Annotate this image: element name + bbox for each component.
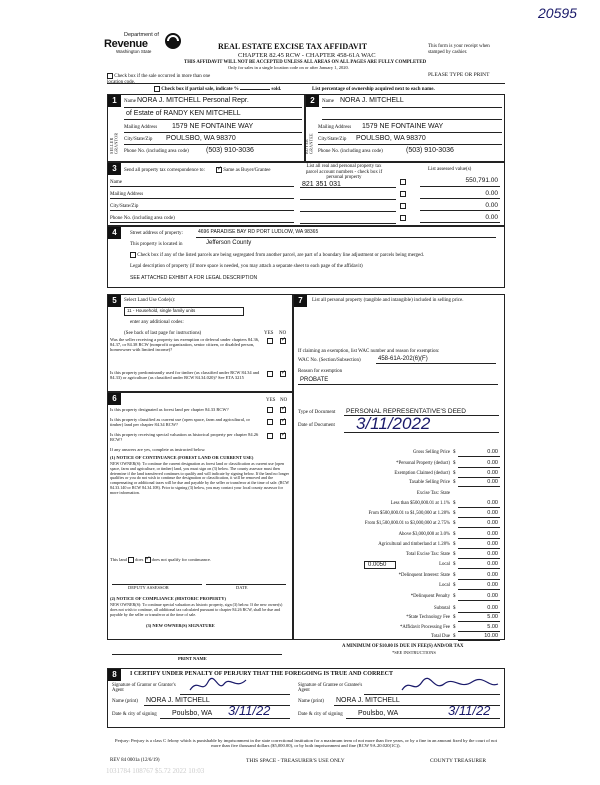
tax-row-value[interactable]: 0.00 [487,605,498,611]
tax-row-label: Total Due [431,634,450,639]
tax-row-value[interactable]: 0.00 [487,510,498,516]
land-does-checkbox[interactable] [128,557,134,563]
new-owner-signature-label: (3) NEW OWNER(S) SIGNATURE [146,623,215,628]
seller-grantor-label: SELLER GRANTOR [109,132,119,154]
segregation-checkbox[interactable] [130,252,136,258]
s2-name-field[interactable]: NORA J. MITCHELL [340,97,404,104]
section-4-number: 4 [108,227,121,239]
assessed-value-2[interactable]: 0.00 [485,190,498,197]
tax-row-dollar: $ [453,606,456,611]
tax-row-value[interactable]: 0.00 [487,541,498,547]
wac-label: WAC No. (Section/Subsection) [298,358,361,363]
s5-question-1: Was the seller receiving a property tax exemption or deferral under chapters 84.36, 84.37, or 84.38 RCW (nonprofit organization, senior citizen, or disabled person, homeowner with limited income)? [110,337,260,352]
s6-q1-yes[interactable] [267,407,273,413]
s1-city-field[interactable]: POULSBO, WA 98370 [166,135,236,142]
tax-row-line [458,467,500,468]
assessed-value-4[interactable]: 0.00 [485,214,498,221]
tax-row-value[interactable]: 5.00 [487,614,498,620]
s5-q2-no[interactable] [280,371,286,377]
wac-field[interactable]: 458-61A-202(6)(F) [378,356,428,362]
s1-phone-label: Phone No. (including area code) [124,149,189,154]
tax-row-line [458,621,500,622]
tax-row-label: *State Technology Fee [406,615,450,620]
tax-row-value[interactable]: 0.00 [487,561,498,567]
tax-row-dollar: $ [453,542,456,547]
s6-q3-yes[interactable] [267,433,273,439]
tax-row-dollar: $ [453,625,456,630]
personal-property-label: List all personal property (tangible and intangible) included in selling price. [312,298,464,303]
s6-q2-yes[interactable] [267,419,273,425]
notice-compliance-title: (2) NOTICE OF COMPLIANCE (HISTORIC PROPERTY) [110,596,226,601]
s2-phone-label: Phone No. (including area code) [318,149,383,154]
list-pct-note: List percentage of ownership acquired next to each name. [312,87,435,92]
tax-row-line [458,527,500,528]
tax-row-value[interactable]: 0.00 [487,500,498,506]
s5-yes-header: YES [264,331,274,336]
partial-sale-checkbox[interactable] [154,86,160,92]
tax-row-line [458,456,500,457]
s1-address-label: Mailing Address [124,125,158,130]
see-instructions-note: *SEE INSTRUCTIONS [392,650,436,655]
s3-city-label: City/State/Zip [110,204,139,209]
document-date-field[interactable]: 3/11/2022 [356,414,431,433]
tax-row-value[interactable]: 0.00 [487,531,498,537]
grantor-date-label: Date & city of signing [112,712,157,717]
s6-question-2: Is this property classified as current use (open space, farm and agricultural, or timber) land per chapter 84.34 RCW? [110,417,250,427]
tax-row-value[interactable]: 0.00 [487,470,498,476]
s6-yes-header: YES [266,398,276,403]
tax-row-dollar: $ [453,594,456,599]
notice-compliance-text: NEW OWNER(S): To continue special valuation as historic property, sign (3) below. If the new owner(s) does not wish to continue, all additional tax calculated pursuant to chapter 84.26 RCW, shall be due and payable by the seller or transferor at the time of sale. [110,602,283,617]
perjury-notice: Perjury: Perjury is a class C felony which is punishable by imprisonment in the state correctional institution for a maximum term of not more than five years, or by a fine in an amount fixed by the court of not more than five thousand dollars ($5,000.00), or by both imprisonment and fine (RCW 9A.20.020(1C)). [115,738,497,749]
document-type-field[interactable]: PERSONAL REPRESENTATIVE'S DEED [346,408,466,415]
assessed-value-3[interactable]: 0.00 [485,202,498,209]
s6-question-3: Is this property receiving special valuation as historical property per chapter 84.26 RCW? [110,432,259,442]
s6-q2-no[interactable] [280,419,286,425]
logo-dept: Department of [124,32,159,38]
tax-row-value[interactable]: 0.00 [487,572,498,578]
tax-row-line [458,558,500,559]
located-in-label: This property is located in [130,242,183,247]
tax-row-line [458,507,500,508]
tax-row-dollar: $ [453,501,456,506]
s6-q3-no[interactable] [280,433,286,439]
legal-description-label: Legal description of property (if more space is needed, you may attach a separate sheet to each page of the affidavit) [130,264,363,269]
s5-q1-no[interactable] [280,338,286,344]
grantor-signature-label: Signature of Grantor or Grantor's Agent [112,683,176,694]
multi-location-label: Check box if the sale occurred in more than one location code. [107,74,211,85]
section-8-number: 8 [108,669,121,681]
grantee-city-field[interactable]: Poulsbo, WA [358,710,399,717]
tax-row-line [458,589,500,590]
tax-row-dollar: $ [453,450,456,455]
land-use-value: 11 - Household, single family units [127,308,196,313]
same-as-buyer-label: Same as Buyer/Grantee [223,168,271,174]
tax-row-dollar: $ [453,471,456,476]
tax-row-label: Taxable Selling Price [409,480,450,485]
tax-row-label: Excise Tax: State [416,491,450,496]
grantor-signature-icon [188,676,248,696]
tax-row-line [458,631,500,632]
this-land-label: This land [110,557,127,563]
section-1-number: 1 [108,95,121,107]
tax-row-dollar: $ [453,552,456,557]
county-field[interactable]: Jefferson County [206,240,252,246]
s6-q1-no[interactable] [280,407,286,413]
grantee-name-field[interactable]: NORA J. MITCHELL [336,697,400,704]
certify-statement: I CERTIFY UNDER PENALTY OF PERJURY THAT THE FOREGOING IS TRUE AND CORRECT [130,671,393,677]
s2-phone-field[interactable]: (503) 910-3036 [406,147,454,154]
tax-row-label: Local [439,562,450,567]
additional-codes-label: enter any additional codes: [130,320,184,325]
s5-q1-yes[interactable] [267,338,273,344]
tax-row-label: Gross Selling Price [412,450,450,455]
tax-row-line [458,517,500,518]
personal-prop-checkbox-4[interactable] [400,215,406,221]
tax-row-dollar: $ [453,511,456,516]
tax-row-value[interactable]: 0.00 [487,551,498,557]
tax-row-label: Total Excise Tax: State [405,552,450,557]
personal-prop-checkbox-3[interactable] [400,203,406,209]
grantor-date-field[interactable]: 3/11/22 [228,703,271,718]
tax-row-label: Local [439,583,450,588]
parcel-list-header: List all real and personal property tax parcel account numbers - check box if personal property [305,164,383,180]
segregation-label: Check box if any of the listed parcels are being segregated from another parcel, are part of a boundary line adjustment or parcels being merged. [137,253,424,259]
tax-row-line [458,568,500,569]
deputy-date-label: DATE [236,585,248,590]
tax-row-label: Exemption Claimed (deduct) [394,471,450,476]
s6-no-header: NO [280,398,288,403]
county-treasurer: COUNTY TREASURER [430,758,487,764]
multi-location-checkbox[interactable] [107,73,113,79]
tax-row-line [458,548,500,549]
tax-row-value[interactable]: 0.00 [487,479,498,485]
grantor-city-field[interactable]: Poulsbo, WA [172,710,213,717]
logo-org: Revenue [104,38,148,51]
grantee-date-label: Date & city of signing [298,712,343,717]
logo-state: Washington State [116,49,152,55]
does-label: does [135,557,144,563]
s2-address-field[interactable]: 1579 NE FONTAINE WAY [362,123,444,130]
local-rate-value: 0.0050 [368,562,387,568]
s2-city-field[interactable]: POULSBO, WA 98370 [356,135,426,142]
section-5-number: 5 [108,295,121,307]
parcel-number-1[interactable]: 821 351 031 [302,181,341,188]
land-does-not-checkbox[interactable] [145,557,151,563]
s1-name-label: Name [124,99,136,104]
tax-row-line [458,538,500,539]
logo-swirl-icon [164,32,182,50]
s3-address-label: Mailing Address [110,192,144,197]
deputy-assessor-label: DEPUTY ASSESSOR [128,585,169,590]
tax-row-label: Above $3,000,000 at 3.0% [398,532,450,537]
tax-row-dollar: $ [453,521,456,526]
this-land-row [110,557,211,563]
tax-row-value[interactable]: 10.00 [484,633,498,639]
tax-row-dollar: $ [453,480,456,485]
sold-label: sold. [271,87,282,93]
tax-row-label: *Affidavit Processing Fee [399,625,450,630]
does-not-qualify-label: does not qualify for continuance. [151,557,211,563]
tax-row-line [458,486,500,487]
tax-row-label: Agricultural and timberland at 1.28% [378,542,450,547]
assessed-value-1[interactable]: 550,791.00 [465,177,498,184]
grantee-date-field[interactable]: 3/11/22 [448,703,491,718]
s1-phone-field[interactable]: (503) 910-3036 [206,147,254,154]
form-chapter: CHAPTER 82.45 RCW - CHAPTER 458-61A WAC [238,52,376,59]
same-as-buyer[interactable] [216,167,270,174]
revision-code: REV 84 0001a (12/6/19) [110,758,160,763]
tax-row-dollar: $ [453,532,456,537]
grantor-signature[interactable] [188,676,248,699]
s1-city-label: City/State/Zip [124,137,153,142]
form-warning: THIS AFFIDAVIT WILL NOT BE ACCEPTED UNLESS ALL AREAS ON ALL PAGES ARE FULLY COMPLETED [184,60,427,65]
s1-name-field[interactable]: NORA J. MITCHELL Personal Repr. [137,97,249,104]
tax-row-value[interactable]: 0.00 [487,460,498,466]
type-or-print: PLEASE TYPE OR PRINT [428,72,490,78]
section-6-number: 6 [108,393,121,405]
tax-row-value[interactable]: 0.00 [487,582,498,588]
street-address-label: Street address of property: [130,231,183,236]
receipt-note: This form is your receipt when stamped by cashier. [428,44,490,55]
assessed-value-header: List assessed value(s) [428,167,472,172]
s3-phone-label: Phone No. (including area code) [110,216,175,221]
street-address-field[interactable]: 4696 PARADISE BAY RD PORT LUDLOW, WA 98365 [198,229,319,235]
tax-row-value[interactable]: 0.00 [487,593,498,599]
tax-row-label: *Delinquent Interest: State [398,573,450,578]
tax-row-dollar: $ [453,562,456,567]
partial-sale-label: Check box if partial sale, indicate % [161,87,239,93]
tax-row-label: *Personal Property (deduct) [396,461,450,466]
grantee-signature-icon [400,676,500,696]
tax-row-line [458,640,500,641]
treasurer-space: THIS SPACE - TREASURER'S USE ONLY [246,758,345,764]
s6-ifany: If any answers are yes, complete as instructed below. [110,447,206,452]
tax-row-dollar: $ [453,583,456,588]
s2-city-label: City/State/Zip [318,137,347,142]
section-3-number: 3 [108,163,121,175]
reason-field[interactable]: PROBATE [300,377,329,383]
tax-row-label: From $500,000.01 to $1,500,000 at 1.28% [368,511,450,516]
partial-sale-check[interactable] [154,86,281,93]
notice-continuance-title: (1) NOTICE OF CONTINUANCE (FOREST LAND OR CURRENT USE) [110,455,254,460]
tax-row-value[interactable]: 5.00 [487,624,498,630]
tax-row-label: From $1,500,000.01 to $3,000,000 at 2.75% [364,521,450,526]
document-type-label: Type of Document [298,410,336,415]
tax-row-label: *Delinquent Penalty [410,594,450,599]
land-use-label: Select Land Use Code(s): [124,298,176,303]
minimum-note: A MINIMUM OF $10.00 IS DUE IN FEE(S) AND/OR TAX [342,644,464,649]
tax-row-line [458,600,500,601]
dor-logo [104,32,184,55]
grantor-name-field[interactable]: NORA J. MITCHELL [146,697,210,704]
buyer-grantee-label: BUYER GRANTEE [304,133,314,154]
exemption-claim-label: If claiming an exemption, list WAC number and reason for exemption: [298,349,440,354]
s2-address-label: Mailing Address [318,125,352,130]
s6-question-1: Is this property designated as forest land per chapter 84.33 RCW? [110,407,229,412]
tax-row-label: Less than $500,000.01 at 1.1% [390,501,450,506]
s5-q2-yes[interactable] [267,371,273,377]
reason-label: Reason for exemption [298,369,343,374]
tax-row-value[interactable]: 0.00 [487,520,498,526]
s3-send-label: Send all property tax correspondence to: [124,168,205,173]
s2-name-label: Name [322,99,334,104]
grantee-name-label: Name (print) [298,699,324,704]
same-as-buyer-checkbox[interactable] [216,167,222,173]
grantee-signature[interactable] [400,676,500,699]
s1-address-field[interactable]: 1579 NE FONTAINE WAY [172,123,254,130]
tax-row-line [458,612,500,613]
personal-prop-checkbox-2[interactable] [400,191,406,197]
section-7-number: 7 [294,295,307,307]
legal-description-field[interactable]: SEE ATTACHED EXHIBIT A FOR LEGAL DESCRIPTION [130,275,258,281]
s3-name-label: Name [110,180,122,185]
tax-row-value[interactable]: 0.00 [487,449,498,455]
tax-row-dollar: $ [453,461,456,466]
faint-stamp: 1031784 108767 $5.72 2022 10:03 [106,767,205,775]
see-instructions-label: (See back of last page for instructions) [124,331,202,336]
s1-name2-field[interactable]: of Estate of RANDY KEN MITCHELL [126,110,241,117]
s5-no-header: NO [279,331,287,336]
corner-number: 20595 [538,5,577,21]
notice-continuance-text: NEW OWNER(S): To continue the current designation as forest land or classification as current use (open space, farm and agriculture, or timber) land, you must sign on (3) below. The county assessor must then determine if the land transferred continues to qualify and will indicate by signing below. If the land no longer qualifies or you do not wish to continue the designation or classification, it will be removed and the compensating or additional taxes will be due and payable by the seller or transferor at the time of sale. (RCW 84.33.140 or RCW 84.34.108). Prior to signing (3) below, you may contact your local county assessor for more information. [110,461,290,495]
section-2-number: 2 [306,95,319,107]
print-name-label: PRINT NAME [178,656,207,661]
form-title: REAL ESTATE EXCISE TAX AFFIDAVIT [218,42,368,51]
segregation-check[interactable] [130,252,424,259]
tax-row-line [458,477,500,478]
tax-row-dollar: $ [453,573,456,578]
tax-row-dollar: $ [453,615,456,620]
personal-prop-checkbox-1[interactable] [400,179,406,185]
tax-row-line [458,579,500,580]
tax-row-dollar: $ [453,634,456,639]
s5-question-2: Is this property predominantly used for timber (as classified under RCW 84.34 and 84.33) or agriculture (as classified under RCW 84.34.020)? See ETA 3215 [110,370,260,380]
form-valid: Only for sales in a single location code on or after January 1, 2020. [228,65,349,70]
grantor-name-label: Name (print) [112,699,138,704]
document-date-label: Date of Document [298,423,335,428]
tax-row-label: Subtotal [434,606,450,611]
grantee-signature-label: Signature of Grantee or Grantee's Agent [298,683,363,694]
